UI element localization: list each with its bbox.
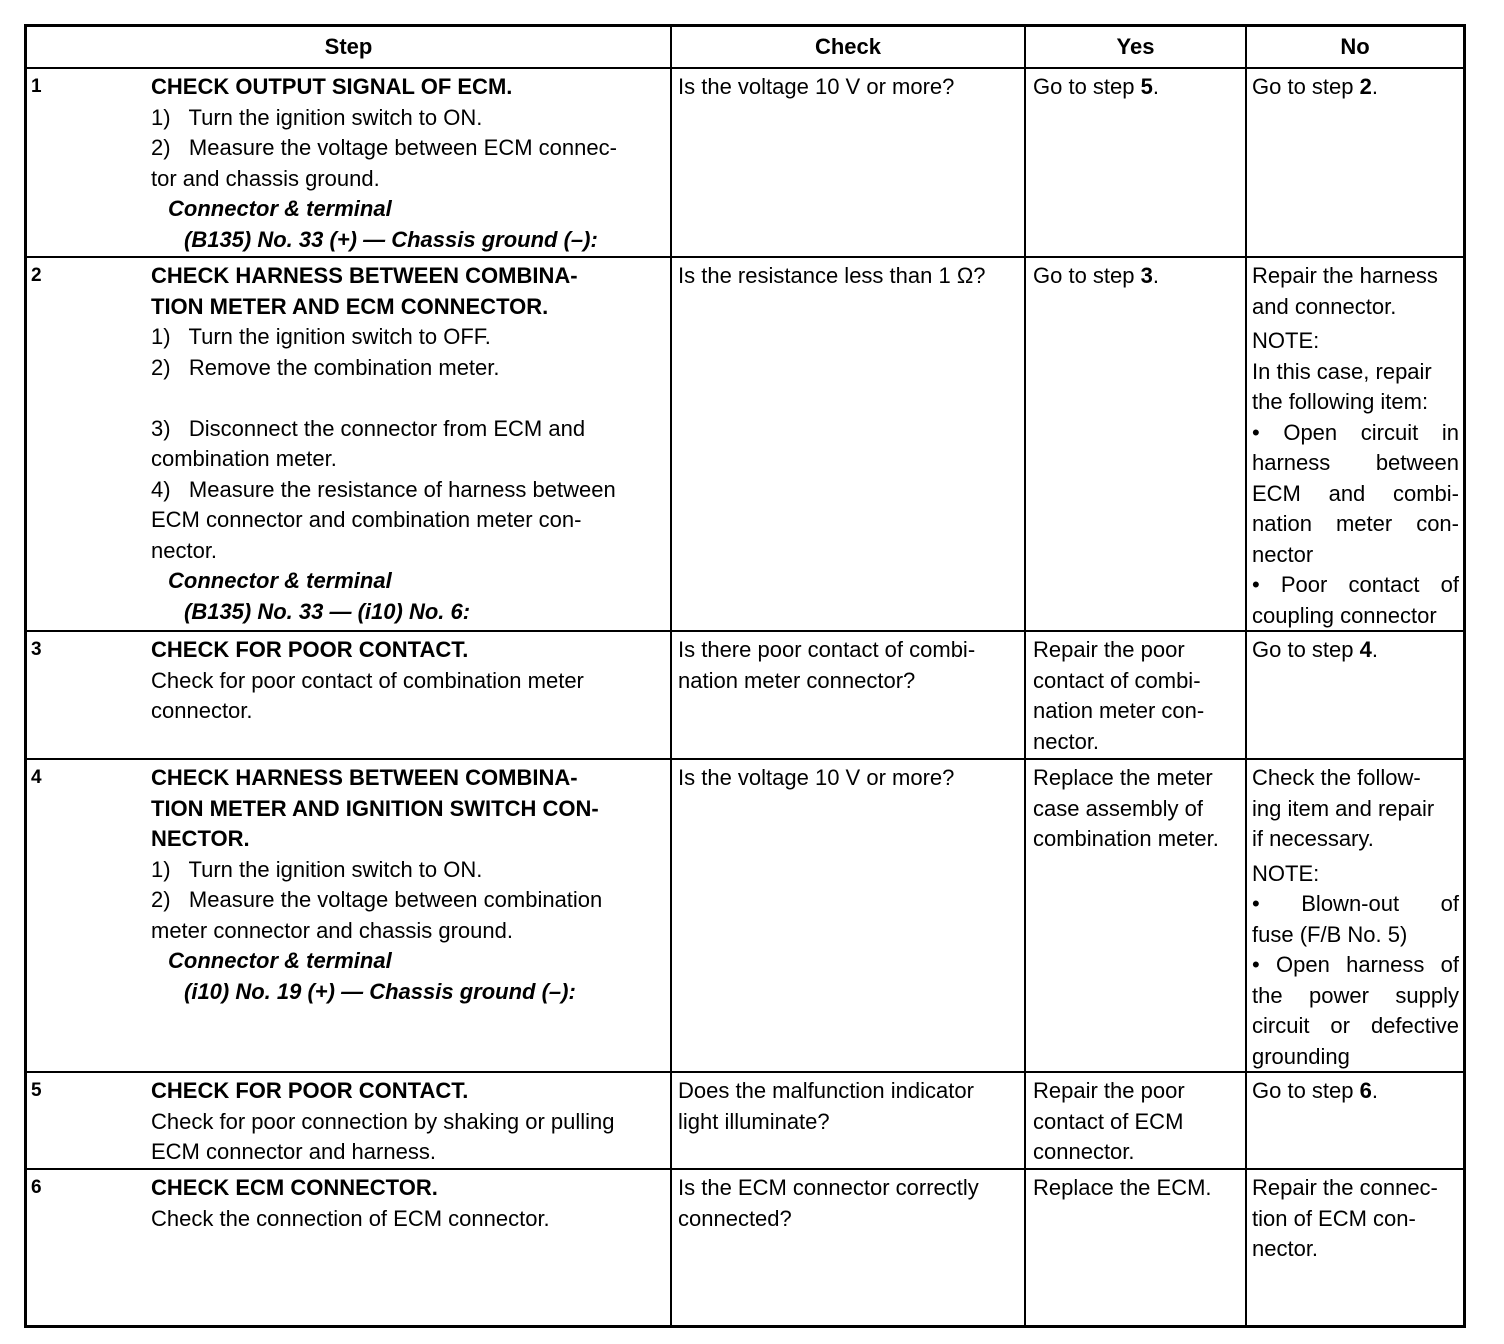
no-text: if necessary. bbox=[1252, 826, 1374, 851]
no-cell bbox=[1248, 760, 1463, 1071]
no-text: fuse (F/B No. 5) bbox=[1252, 921, 1408, 947]
yes-cell bbox=[1027, 258, 1246, 630]
yes-text: Replace the meter bbox=[1033, 765, 1213, 790]
connector-terminal-label: Connector & terminal bbox=[168, 196, 392, 221]
step-instruction: Check for poor connection by shaking or pulling bbox=[151, 1108, 615, 1134]
step-number: 4 bbox=[31, 767, 42, 788]
step-instruction: 2) Measure the voltage between combination bbox=[151, 887, 603, 912]
step-instruction: 1) Turn the ignition switch to ON. bbox=[151, 104, 483, 130]
connector-terminal-value: (B135) No. 33 (+) — Chassis ground (–): bbox=[184, 226, 598, 252]
step-number: 3 bbox=[31, 639, 42, 660]
no-cell bbox=[1248, 69, 1463, 256]
step-row-6 bbox=[27, 1168, 1463, 1325]
step-instruction: 1) Turn the ignition switch to ON. bbox=[151, 856, 483, 882]
step-description bbox=[151, 1073, 671, 1168]
no-text: Check the follow- bbox=[1252, 765, 1421, 790]
no-text: In this case, repair bbox=[1252, 358, 1432, 384]
no-text: Go to step 4. bbox=[1252, 637, 1378, 662]
no-text: nector. bbox=[1252, 1236, 1319, 1261]
header-step: Step bbox=[324, 34, 373, 59]
yes-cell bbox=[1027, 760, 1246, 1071]
no-text: circuit or defective bbox=[1252, 1013, 1459, 1038]
yes-text: contact of combi- bbox=[1033, 667, 1201, 693]
header-check: Check bbox=[814, 34, 882, 59]
check-cell bbox=[672, 258, 1025, 630]
diagnostic-table bbox=[24, 24, 1466, 1328]
no-text: • Open harness of bbox=[1252, 952, 1459, 977]
no-cell bbox=[1248, 258, 1463, 630]
step-title: CHECK HARNESS BETWEEN COMBINA- bbox=[151, 765, 578, 790]
step-instruction: meter connector and chassis ground. bbox=[151, 917, 513, 943]
no-text: and connector. bbox=[1252, 293, 1397, 319]
check-text: Is the voltage 10 V or more? bbox=[678, 765, 955, 790]
check-cell bbox=[672, 1170, 1025, 1325]
no-cell bbox=[1248, 1170, 1463, 1325]
step-instruction: 2) Measure the voltage between ECM connec- bbox=[151, 135, 617, 160]
step-number: 5 bbox=[31, 1080, 42, 1101]
step-title: TION METER AND ECM CONNECTOR. bbox=[151, 293, 549, 319]
step-title: CHECK ECM CONNECTOR. bbox=[151, 1175, 438, 1200]
step-instruction: ECM connector and combination meter con- bbox=[151, 507, 582, 532]
check-text: Is the resistance less than 1 Ω? bbox=[678, 263, 986, 288]
step-description bbox=[151, 69, 671, 256]
check-text: light illuminate? bbox=[678, 1108, 830, 1134]
header-row bbox=[27, 27, 1463, 67]
step-description bbox=[151, 632, 671, 758]
step-title: CHECK OUTPUT SIGNAL OF ECM. bbox=[151, 74, 513, 99]
yes-text: combination meter. bbox=[1033, 826, 1219, 851]
no-text: ECM and combi- bbox=[1252, 480, 1459, 506]
step-description bbox=[151, 760, 671, 1071]
goto-step-number: 3 bbox=[1140, 263, 1153, 288]
step-instruction: 4) Measure the resistance of harness between bbox=[151, 476, 616, 502]
step-instruction: nector. bbox=[151, 537, 218, 563]
step-number: 2 bbox=[31, 265, 42, 286]
goto-step-number: 5 bbox=[1140, 74, 1153, 99]
yes-cell bbox=[1027, 1073, 1246, 1168]
no-text: harness between bbox=[1252, 450, 1459, 475]
step-instruction: connector. bbox=[151, 698, 253, 723]
yes-text: Go to step 3. bbox=[1033, 263, 1159, 288]
check-cell bbox=[672, 69, 1025, 256]
step-number: 6 bbox=[31, 1177, 42, 1198]
goto-label: Go to step bbox=[1252, 74, 1360, 99]
step-instruction: Check the connection of ECM connector. bbox=[151, 1205, 550, 1231]
step-instruction: ECM connector and harness. bbox=[151, 1139, 436, 1164]
step-description bbox=[151, 1170, 671, 1325]
check-cell bbox=[672, 1073, 1025, 1168]
goto-label: Go to step bbox=[1252, 1078, 1360, 1103]
step-instruction: 3) Disconnect the connector from ECM and bbox=[151, 415, 586, 441]
no-text: Go to step 6. bbox=[1252, 1078, 1378, 1103]
step-title: CHECK FOR POOR CONTACT. bbox=[151, 1078, 469, 1103]
step-row-2 bbox=[27, 256, 1463, 630]
no-text: • Blown-out of bbox=[1252, 891, 1459, 916]
step-instruction: 2) Remove the combination meter. bbox=[151, 354, 500, 380]
step-title: TION METER AND IGNITION SWITCH CON- bbox=[151, 795, 599, 821]
note-label: NOTE: bbox=[1252, 328, 1320, 353]
goto-step-number: 2 bbox=[1359, 74, 1372, 99]
step-instruction: Check for poor contact of combination meter bbox=[151, 667, 584, 693]
yes-text: connector. bbox=[1033, 1139, 1135, 1164]
note-label: NOTE: bbox=[1252, 860, 1320, 886]
check-text: Does the malfunction indicator bbox=[678, 1078, 974, 1103]
header-no: No bbox=[1340, 34, 1370, 59]
step-instruction: 1) Turn the ignition switch to OFF. bbox=[151, 324, 491, 349]
yes-text: nector. bbox=[1033, 728, 1100, 754]
step-row-5 bbox=[27, 1071, 1463, 1168]
check-cell bbox=[672, 760, 1025, 1071]
yes-cell bbox=[1027, 69, 1246, 256]
step-description bbox=[151, 258, 671, 630]
check-text: Is the voltage 10 V or more? bbox=[678, 74, 955, 99]
step-title: CHECK FOR POOR CONTACT. bbox=[151, 637, 469, 662]
no-text: ing item and repair bbox=[1252, 795, 1435, 821]
yes-text: case assembly of bbox=[1033, 795, 1203, 821]
goto-label: Go to step bbox=[1252, 637, 1360, 662]
no-text: tion of ECM con- bbox=[1252, 1205, 1416, 1231]
no-text: Repair the connec- bbox=[1252, 1175, 1438, 1200]
connector-terminal-value: (i10) No. 19 (+) — Chassis ground (–): bbox=[184, 978, 576, 1004]
no-text: the power supply bbox=[1252, 982, 1459, 1008]
goto-step-number: 6 bbox=[1359, 1078, 1372, 1103]
connector-terminal-label: Connector & terminal bbox=[168, 948, 392, 973]
goto-label: Go to step bbox=[1033, 74, 1141, 99]
yes-text: Repair the poor bbox=[1033, 1078, 1185, 1103]
no-text: the following item: bbox=[1252, 389, 1429, 414]
check-text: connected? bbox=[678, 1205, 792, 1231]
yes-cell bbox=[1027, 1170, 1246, 1325]
no-text: Go to step 2. bbox=[1252, 74, 1378, 99]
connector-terminal-value: (B135) No. 33 — (i10) No. 6: bbox=[184, 598, 471, 624]
no-cell bbox=[1248, 632, 1463, 758]
step-title: CHECK HARNESS BETWEEN COMBINA- bbox=[151, 263, 578, 288]
no-text: Repair the harness bbox=[1252, 263, 1438, 288]
connector-terminal-label: Connector & terminal bbox=[168, 568, 392, 593]
check-text: Is the ECM connector correctly bbox=[678, 1175, 979, 1200]
no-text: nector bbox=[1252, 541, 1314, 567]
goto-label: Go to step bbox=[1033, 263, 1141, 288]
yes-cell bbox=[1027, 632, 1246, 758]
no-text: • Poor contact of bbox=[1252, 572, 1459, 597]
no-cell bbox=[1248, 1073, 1463, 1168]
no-text: • Open circuit in bbox=[1252, 419, 1459, 445]
no-text: coupling connector bbox=[1252, 602, 1437, 628]
goto-step-number: 4 bbox=[1359, 637, 1372, 662]
header-yes: Yes bbox=[1116, 34, 1155, 59]
step-row-4 bbox=[27, 758, 1463, 1071]
step-instruction: combination meter. bbox=[151, 446, 337, 471]
step-row-3 bbox=[27, 630, 1463, 758]
step-number: 1 bbox=[31, 76, 42, 97]
check-text: nation meter connector? bbox=[678, 667, 916, 693]
yes-text: Repair the poor bbox=[1033, 637, 1185, 662]
step-instruction: tor and chassis ground. bbox=[151, 165, 380, 191]
check-cell bbox=[672, 632, 1025, 758]
check-text: Is there poor contact of combi- bbox=[678, 637, 976, 662]
step-row-1 bbox=[27, 67, 1463, 256]
yes-text: Go to step 5. bbox=[1033, 74, 1159, 99]
no-text: grounding bbox=[1252, 1043, 1350, 1069]
yes-text: contact of ECM bbox=[1033, 1108, 1184, 1134]
no-text: nation meter con- bbox=[1252, 511, 1459, 536]
yes-text: Replace the ECM. bbox=[1033, 1175, 1212, 1200]
yes-text: nation meter con- bbox=[1033, 698, 1205, 723]
step-title: NECTOR. bbox=[151, 826, 250, 851]
